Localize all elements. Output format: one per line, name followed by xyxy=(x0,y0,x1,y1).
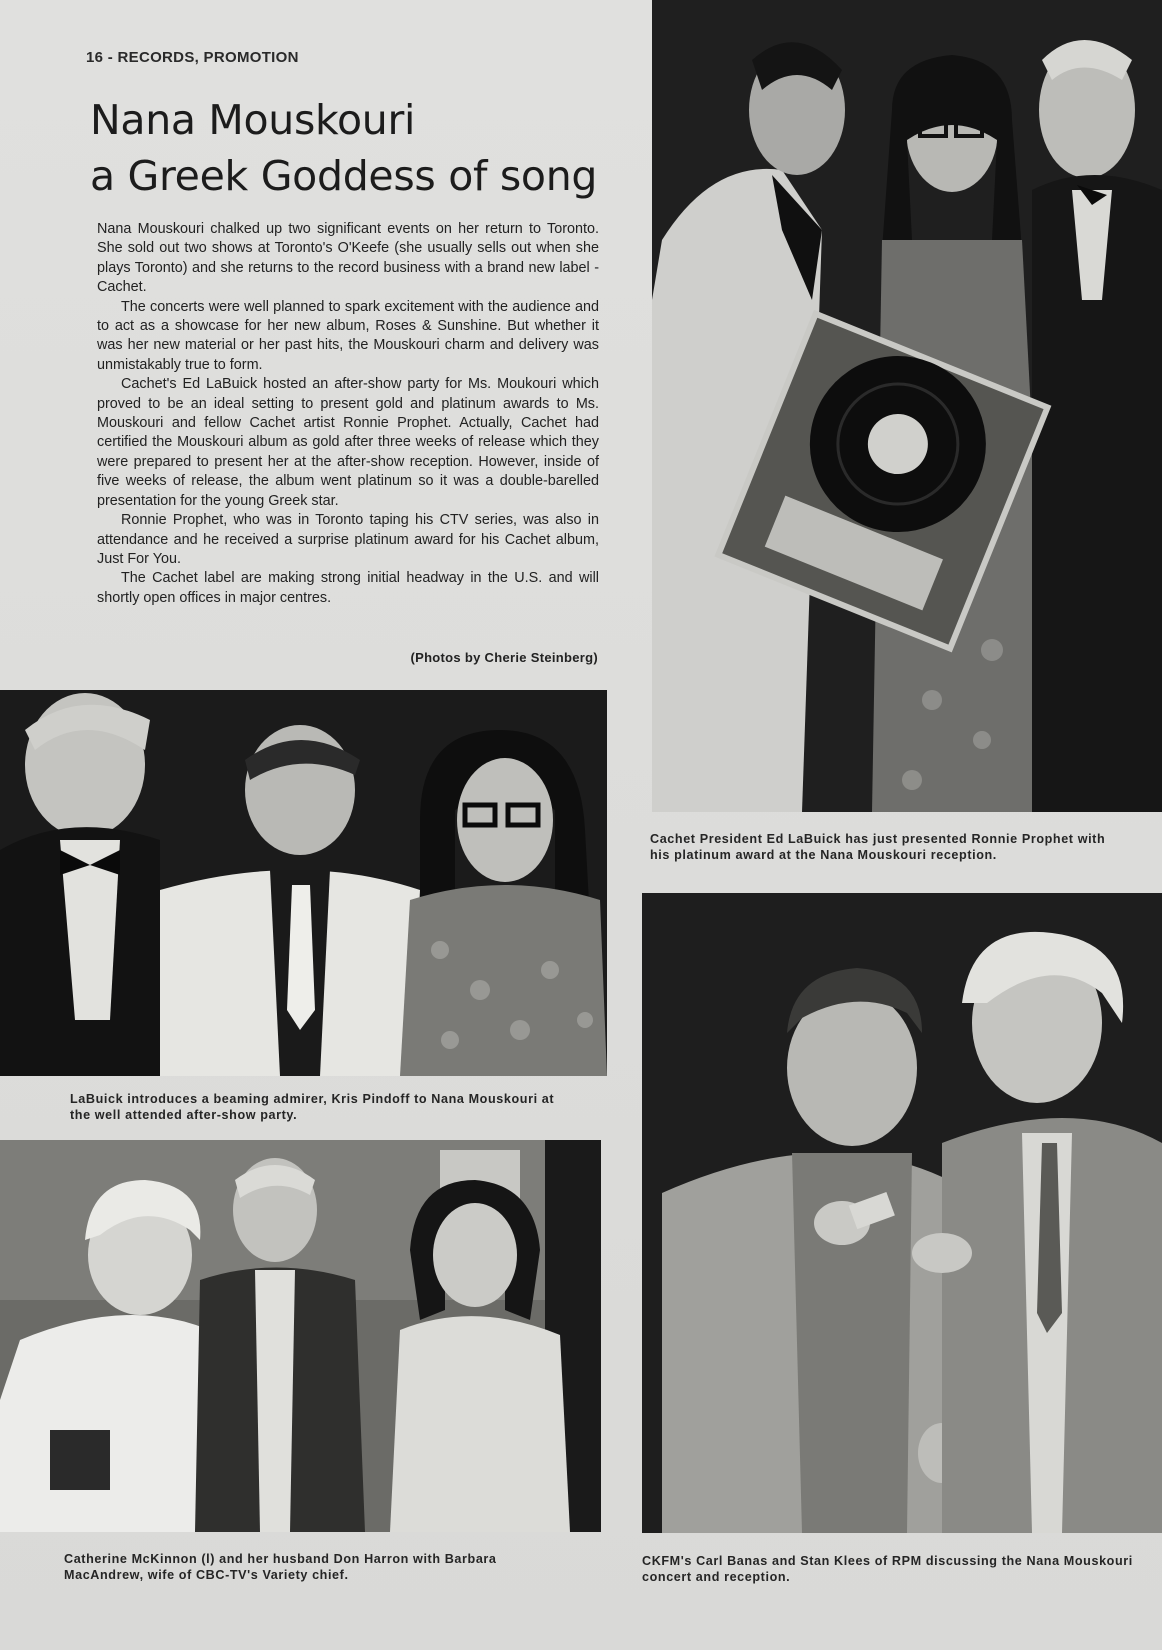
article-paragraph: The Cachet label are making strong initial headway in the U.S. and will shortly open offices in major centres. xyxy=(97,570,599,606)
article-paragraph: Cachet's Ed LaBuick hosted an after-show party for Ms. Moukouri which proved to be an ideal setting to present gold and platinum awards to Ms. Mouskouri and fellow Cachet artist Ronnie Prophet. Actually, Cachet had certified the Mouskouri album as gold after three weeks of release which they were prepared to present her at the after-show reception. However, inside of five weeks of release, the album went platinum so it was a double-barelled presentation for the young Greek star. xyxy=(97,376,599,509)
photo-party-admirer xyxy=(0,690,607,1076)
caption-mckinnon-harron: Catherine McKinnon (l) and her husband Don Harron with Barbara MacAndrew, wife of CBC-TV's Variety chief. xyxy=(64,1552,497,1582)
article-paragraph: The concerts were well planned to spark excitement with the audience and to act as a showcase for her new album, Roses & Sunshine. But whether it was her new material or her past hits, the Mouskouri charm and delivery was unmistakably true to form. xyxy=(97,298,599,373)
article-paragraph: Ronnie Prophet, who was in Toronto taping his CTV series, was also in attendance and he received a surprise platinum award for his Cachet album, Just For You. xyxy=(97,512,599,567)
photo-credit: (Photos by Cherie Steinberg) xyxy=(410,650,598,665)
caption-party-admirer: LaBuick introduces a beaming admirer, Kris Pindoff to Nana Mouskouri at the well attended after-show party. xyxy=(70,1092,555,1122)
caption-banas-klees: CKFM's Carl Banas and Stan Klees of RPM discussing the Nana Mouskouri concert and reception. xyxy=(642,1554,1133,1584)
article-paragraph: Nana Mouskouri chalked up two significant events on her return to Toronto. She sold out two shows at Toronto's O'Keefe (she usually sells out when she plays Toronto) and she returns to the record business with a brand new label - Cachet. xyxy=(97,221,599,296)
caption-platinum-award: Cachet President Ed LaBuick has just presented Ronnie Prophet with his platinum award at the Nana Mouskouri reception. xyxy=(650,832,1106,862)
headline xyxy=(90,92,610,204)
photo-mckinnon-harron xyxy=(0,1140,601,1532)
article-body xyxy=(97,220,599,608)
photo-banas-klees xyxy=(642,893,1162,1533)
headline-line-1: Nana Mouskouri xyxy=(90,96,416,144)
page-folio: 16 - RECORDS, PROMOTION xyxy=(86,49,299,66)
headline-line-2: a Greek Goddess of song xyxy=(90,152,598,200)
photo-platinum-award xyxy=(652,0,1162,812)
